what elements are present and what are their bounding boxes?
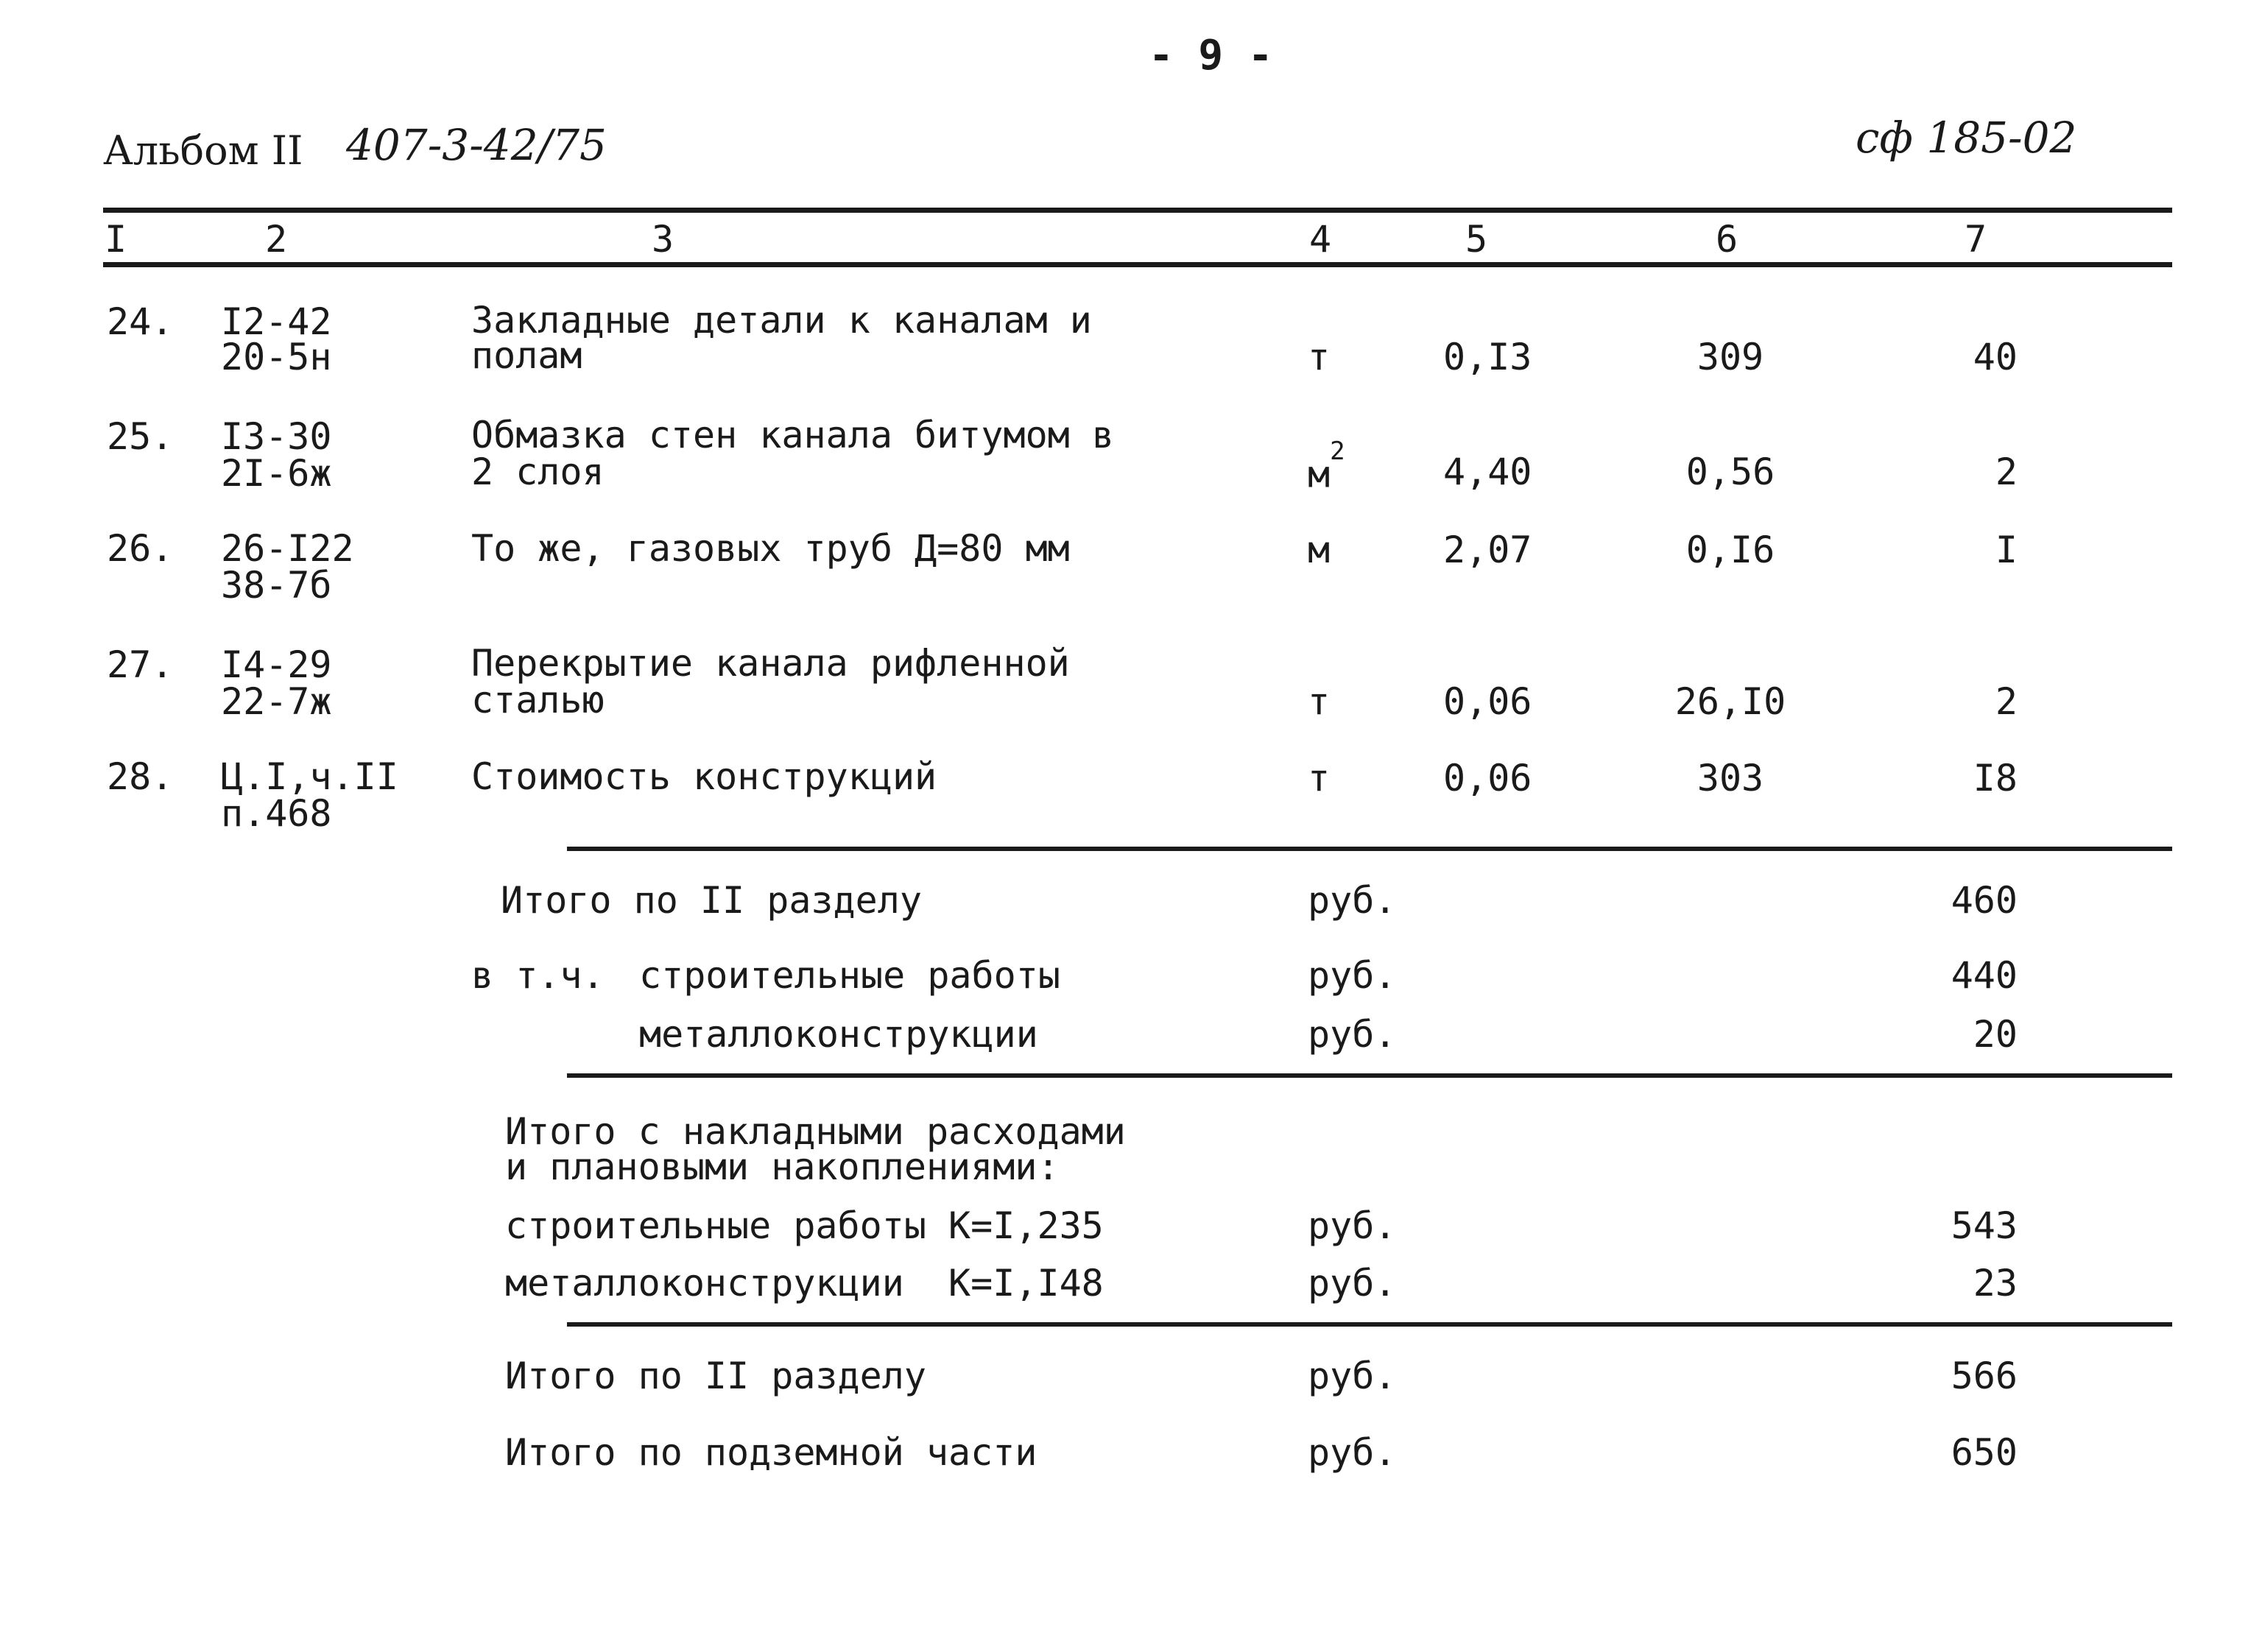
row-unit-price: 0,I6 xyxy=(1685,529,1775,571)
row-code-line-1: Ц.I,ч.II xyxy=(221,755,398,798)
row-code-line-2: 2I-6ж xyxy=(221,452,332,495)
column-header-3: 3 xyxy=(652,218,674,261)
including-prefix: в т.ч. xyxy=(471,954,605,997)
row-number: 25. xyxy=(107,415,174,458)
row-total: I xyxy=(1995,529,2018,571)
sheet-code: сф 185-02 xyxy=(1856,113,2077,163)
total-section-2-unit: руб. xyxy=(1308,1355,1397,1397)
metal-k-value: 23 xyxy=(1973,1262,2018,1305)
row-unit: т xyxy=(1308,757,1331,799)
row-unit-price: 0,56 xyxy=(1685,451,1775,493)
overhead-title-line-1: Итого с накладными расходами xyxy=(505,1110,1126,1153)
row-code-line-1: I4-29 xyxy=(221,643,332,686)
row-quantity: 2,07 xyxy=(1443,529,1532,571)
row-code-line-2: 22-7ж xyxy=(221,680,332,723)
construction-k-unit: руб. xyxy=(1308,1204,1397,1247)
metal-k-label: металлоконструкции К=I,I48 xyxy=(505,1262,1104,1305)
row-unit: т xyxy=(1308,680,1331,723)
column-header-6: 6 xyxy=(1716,218,1738,261)
row-description-line-2: полам xyxy=(471,334,582,377)
row-number: 24. xyxy=(107,300,174,343)
row-unit-price: 309 xyxy=(1696,336,1764,378)
construction-k-label: строительные работы К=I,235 xyxy=(505,1204,1104,1247)
total-underground-unit: руб. xyxy=(1308,1431,1397,1474)
row-quantity: 4,40 xyxy=(1443,451,1532,493)
construction-k-value: 543 xyxy=(1951,1204,2018,1247)
construction-value: 440 xyxy=(1951,954,2018,997)
metal-unit: руб. xyxy=(1308,1013,1397,1056)
row-description-line-1: Обмазка стен канала битумом в xyxy=(471,414,1114,456)
row-code-line-2: 38-7б xyxy=(221,564,332,607)
total-section-unit: руб. xyxy=(1308,879,1397,922)
row-number: 26. xyxy=(107,527,174,570)
project-code: 407-3-42/75 xyxy=(346,120,607,170)
final-divider xyxy=(567,1322,2172,1327)
row-description-line-2: 2 слоя xyxy=(471,451,605,493)
row-code-line-2: п.468 xyxy=(221,792,332,835)
total-underground-value: 650 xyxy=(1951,1431,2018,1474)
row-code-line-1: 26-I22 xyxy=(221,527,354,570)
row-number: 28. xyxy=(107,755,174,798)
row-number: 27. xyxy=(107,643,174,686)
row-description-line-1: Перекрытие канала рифленной xyxy=(471,642,1070,685)
column-header-4: 4 xyxy=(1309,218,1332,261)
header-bottom-rule xyxy=(103,262,2172,267)
column-header-2: 2 xyxy=(265,218,288,261)
metal-value: 20 xyxy=(1973,1013,2018,1056)
row-code-line-1: I2-42 xyxy=(221,300,332,343)
row-description-line-2: сталью xyxy=(471,679,605,721)
row-quantity: 0,I3 xyxy=(1443,336,1532,378)
row-unit-price: 303 xyxy=(1696,757,1764,799)
row-quantity: 0,06 xyxy=(1443,757,1532,799)
column-header-1: I xyxy=(105,218,127,261)
header-top-rule xyxy=(103,208,2172,213)
page-number: - 9 - xyxy=(1149,32,1273,80)
overhead-title-line-2: и плановыми накоплениями: xyxy=(505,1146,1060,1188)
total-section-label: Итого по II разделу xyxy=(501,879,922,922)
column-header-5: 5 xyxy=(1465,218,1488,261)
album-label: Альбом II xyxy=(103,127,303,174)
metal-label: металлоконструкции xyxy=(639,1013,1038,1056)
metal-k-unit: руб. xyxy=(1308,1262,1397,1305)
row-description-line-1: Стоимость конструкций xyxy=(471,755,937,798)
row-unit: $м^2$ xyxy=(1308,437,1345,496)
row-quantity: 0,06 xyxy=(1443,680,1532,723)
totals-divider xyxy=(567,847,2172,851)
construction-label: строительные работы xyxy=(639,954,1060,997)
total-section-2-label: Итого по II разделу xyxy=(505,1355,926,1397)
row-total: 40 xyxy=(1973,336,2018,378)
row-unit: м xyxy=(1308,529,1331,571)
row-unit-price: 26,I0 xyxy=(1674,680,1786,723)
construction-unit: руб. xyxy=(1308,954,1397,997)
overhead-divider xyxy=(567,1073,2172,1078)
row-code-line-1: I3-30 xyxy=(221,415,332,458)
row-total: I8 xyxy=(1973,757,2018,799)
column-header-7: 7 xyxy=(1965,218,1987,261)
row-total: 2 xyxy=(1995,451,2018,493)
row-description-line-1: Закладные детали к каналам и xyxy=(471,299,1092,342)
row-description-line-1: То же, газовых труб Д=80 мм xyxy=(471,527,1070,570)
total-section-value: 460 xyxy=(1951,879,2018,922)
total-section-2-value: 566 xyxy=(1951,1355,2018,1397)
row-unit: т xyxy=(1308,336,1331,378)
total-underground-label: Итого по подземной части xyxy=(505,1431,1037,1474)
row-code-line-2: 20-5н xyxy=(221,336,332,378)
row-total: 2 xyxy=(1995,680,2018,723)
